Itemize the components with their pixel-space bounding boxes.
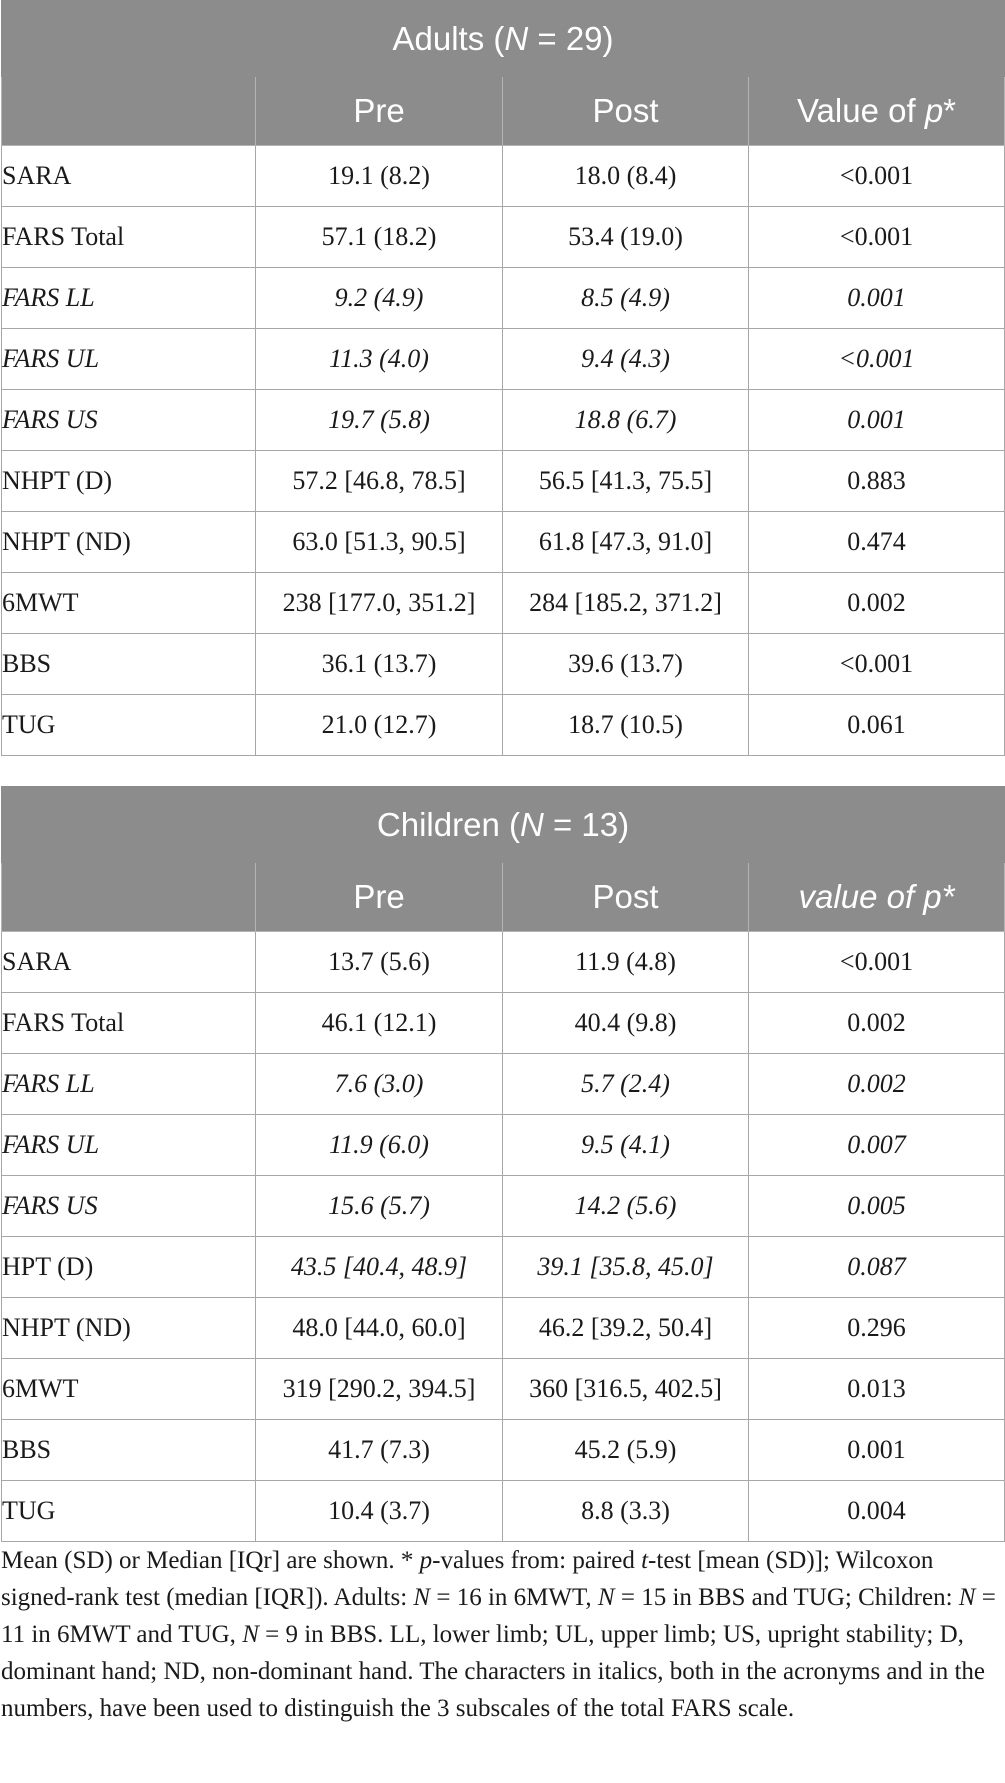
pre-value: 10.4 (3.7): [256, 1481, 503, 1542]
row-label: FARS US: [2, 1176, 256, 1237]
table-row: [2, 634, 1005, 695]
row-label: FARS LL: [2, 268, 256, 329]
post-value: 8.8 (3.3): [503, 1481, 749, 1542]
p-value: 0.001: [749, 268, 1005, 329]
table-row: [2, 1481, 1005, 1542]
table-row: [2, 451, 1005, 512]
pre-value: 7.6 (3.0): [256, 1054, 503, 1115]
pre-value: 36.1 (13.7): [256, 634, 503, 695]
p-value: 0.883: [749, 451, 1005, 512]
pre-value: 21.0 (12.7): [256, 695, 503, 756]
adults-table: [1, 0, 1005, 756]
table-row: [2, 1420, 1005, 1481]
adults-header-blank: [2, 77, 256, 146]
children-header-pre: Pre: [256, 863, 503, 932]
row-label: TUG: [2, 695, 256, 756]
row-label: BBS: [2, 1420, 256, 1481]
table-row: [2, 268, 1005, 329]
footnote-text: = 11 in 6MWT and TUG,: [1, 1584, 996, 1648]
footnote-text: -values from: paired: [432, 1547, 642, 1574]
table-row: [2, 1115, 1005, 1176]
table-row: [2, 1237, 1005, 1298]
adults-title: [2, 1, 1005, 77]
p-value: 0.013: [749, 1359, 1005, 1420]
pre-value: 11.9 (6.0): [256, 1115, 503, 1176]
footnote-text: Mean (SD) or Median [IQr] are shown. *: [1, 1547, 420, 1574]
adults-header-p-var: p: [924, 92, 944, 129]
adults-title-row: [2, 1, 1005, 77]
p-value: <0.001: [749, 932, 1005, 993]
table-row: [2, 390, 1005, 451]
footnote-text: = 16 in 6MWT,: [430, 1584, 598, 1611]
children-header-blank: [2, 863, 256, 932]
row-label: HPT (D): [2, 1237, 256, 1298]
post-value: 53.4 (19.0): [503, 207, 749, 268]
footnote-italic: N: [958, 1584, 976, 1611]
footnote-italic: p: [419, 1547, 433, 1574]
adults-header-row: [2, 77, 1005, 146]
row-label: SARA: [2, 146, 256, 207]
pre-value: 43.5 [40.4, 48.9]: [256, 1237, 503, 1298]
post-value: 40.4 (9.8): [503, 993, 749, 1054]
table-row: [2, 695, 1005, 756]
pre-value: 19.1 (8.2): [256, 146, 503, 207]
table-row: [2, 512, 1005, 573]
table-row: [2, 1298, 1005, 1359]
post-value: 11.9 (4.8): [503, 932, 749, 993]
table-row: [2, 1054, 1005, 1115]
post-value: 61.8 [47.3, 91.0]: [503, 512, 749, 573]
adults-header-p-prefix: Value of: [797, 92, 925, 129]
children-title-row: [2, 787, 1005, 863]
p-value: 0.001: [749, 1420, 1005, 1481]
footnote-text: = 15 in BBS and TUG; Children:: [614, 1584, 959, 1611]
pre-value: 9.2 (4.9): [256, 268, 503, 329]
table-gap: [0, 756, 1005, 786]
p-value: <0.001: [749, 207, 1005, 268]
footnote-text: -test [mean (SD)]; Wilcoxon signed-rank test (median [IQR]). Adults:: [1, 1547, 934, 1611]
table-row: [2, 993, 1005, 1054]
p-value: 0.296: [749, 1298, 1005, 1359]
children-header-post: Post: [503, 863, 749, 932]
row-label: 6MWT: [2, 573, 256, 634]
pre-value: 57.1 (18.2): [256, 207, 503, 268]
p-value: 0.001: [749, 390, 1005, 451]
p-value: 0.005: [749, 1176, 1005, 1237]
table-row: [2, 146, 1005, 207]
children-header-p-star: *: [941, 878, 955, 915]
table-row: [2, 207, 1005, 268]
post-value: 18.8 (6.7): [503, 390, 749, 451]
children-title-suffix: = 13): [543, 805, 630, 843]
adults-header-post: Post: [503, 77, 749, 146]
row-label: SARA: [2, 932, 256, 993]
p-value: <0.001: [749, 329, 1005, 390]
footnote-italic: N: [597, 1584, 615, 1611]
pre-value: 11.3 (4.0): [256, 329, 503, 390]
post-value: 14.2 (5.6): [503, 1176, 749, 1237]
row-label: FARS Total: [2, 993, 256, 1054]
table-row: [2, 573, 1005, 634]
footnote-text: = 9 in BBS. LL, lower limb; UL, upper limb; US, upright stability; D, dominant hand; ND, non-dominant hand. The characters in italics, both in the acronyms and in the numbers, have been used to distinguish the 3 subscales of the total FARS scale.: [1, 1621, 986, 1722]
children-table: [1, 786, 1005, 1542]
pre-value: 46.1 (12.1): [256, 993, 503, 1054]
children-title-prefix: Children (: [376, 805, 520, 843]
table-footnote: [1, 1542, 1001, 1727]
adults-title-suffix: = 29): [528, 19, 614, 57]
row-label: NHPT (D): [2, 451, 256, 512]
post-value: 18.7 (10.5): [503, 695, 749, 756]
row-label: TUG: [2, 1481, 256, 1542]
adults-header-pre: Pre: [256, 77, 503, 146]
adults-header-p: [749, 77, 1005, 146]
row-label: FARS LL: [2, 1054, 256, 1115]
p-value: 0.002: [749, 1054, 1005, 1115]
p-value: 0.474: [749, 512, 1005, 573]
pre-value: 19.7 (5.8): [256, 390, 503, 451]
children-title-n: N: [519, 805, 544, 843]
table-row: [2, 932, 1005, 993]
row-label: NHPT (ND): [2, 512, 256, 573]
row-label: FARS Total: [2, 207, 256, 268]
table-row: [2, 329, 1005, 390]
children-header-p: [749, 863, 1005, 932]
post-value: 8.5 (4.9): [503, 268, 749, 329]
pre-value: 15.6 (5.7): [256, 1176, 503, 1237]
row-label: NHPT (ND): [2, 1298, 256, 1359]
row-label: FARS UL: [2, 329, 256, 390]
post-value: 284 [185.2, 371.2]: [503, 573, 749, 634]
post-value: 39.6 (13.7): [503, 634, 749, 695]
p-value: 0.061: [749, 695, 1005, 756]
pre-value: 238 [177.0, 351.2]: [256, 573, 503, 634]
footnote-italic: N: [242, 1621, 259, 1648]
footnote-italic: t: [641, 1547, 649, 1574]
pre-value: 319 [290.2, 394.5]: [256, 1359, 503, 1420]
adults-title-prefix: Adults (: [392, 19, 505, 57]
pre-value: 48.0 [44.0, 60.0]: [256, 1298, 503, 1359]
post-value: 45.2 (5.9): [503, 1420, 749, 1481]
p-value: <0.001: [749, 634, 1005, 695]
table-row: [2, 1176, 1005, 1237]
p-value: 0.007: [749, 1115, 1005, 1176]
p-value: 0.002: [749, 993, 1005, 1054]
post-value: 9.5 (4.1): [503, 1115, 749, 1176]
row-label: FARS UL: [2, 1115, 256, 1176]
p-value: 0.002: [749, 573, 1005, 634]
p-value: 0.087: [749, 1237, 1005, 1298]
p-value: <0.001: [749, 146, 1005, 207]
children-title: [2, 787, 1005, 863]
pre-value: 57.2 [46.8, 78.5]: [256, 451, 503, 512]
row-label: FARS US: [2, 390, 256, 451]
post-value: 5.7 (2.4): [503, 1054, 749, 1115]
post-value: 360 [316.5, 402.5]: [503, 1359, 749, 1420]
post-value: 9.4 (4.3): [503, 329, 749, 390]
row-label: 6MWT: [2, 1359, 256, 1420]
pre-value: 41.7 (7.3): [256, 1420, 503, 1481]
p-value: 0.004: [749, 1481, 1005, 1542]
pre-value: 63.0 [51.3, 90.5]: [256, 512, 503, 573]
post-value: 46.2 [39.2, 50.4]: [503, 1298, 749, 1359]
post-value: 56.5 [41.3, 75.5]: [503, 451, 749, 512]
adults-header-p-star: *: [943, 92, 957, 129]
post-value: 18.0 (8.4): [503, 146, 749, 207]
post-value: 39.1 [35.8, 45.0]: [503, 1237, 749, 1298]
children-header-row: [2, 863, 1005, 932]
children-header-p-prefix: value of: [798, 878, 924, 915]
table-row: [2, 1359, 1005, 1420]
children-header-p-var: p: [923, 878, 942, 915]
footnote-italic: N: [413, 1584, 431, 1611]
pre-value: 13.7 (5.6): [256, 932, 503, 993]
row-label: BBS: [2, 634, 256, 695]
adults-title-n: N: [504, 19, 529, 57]
